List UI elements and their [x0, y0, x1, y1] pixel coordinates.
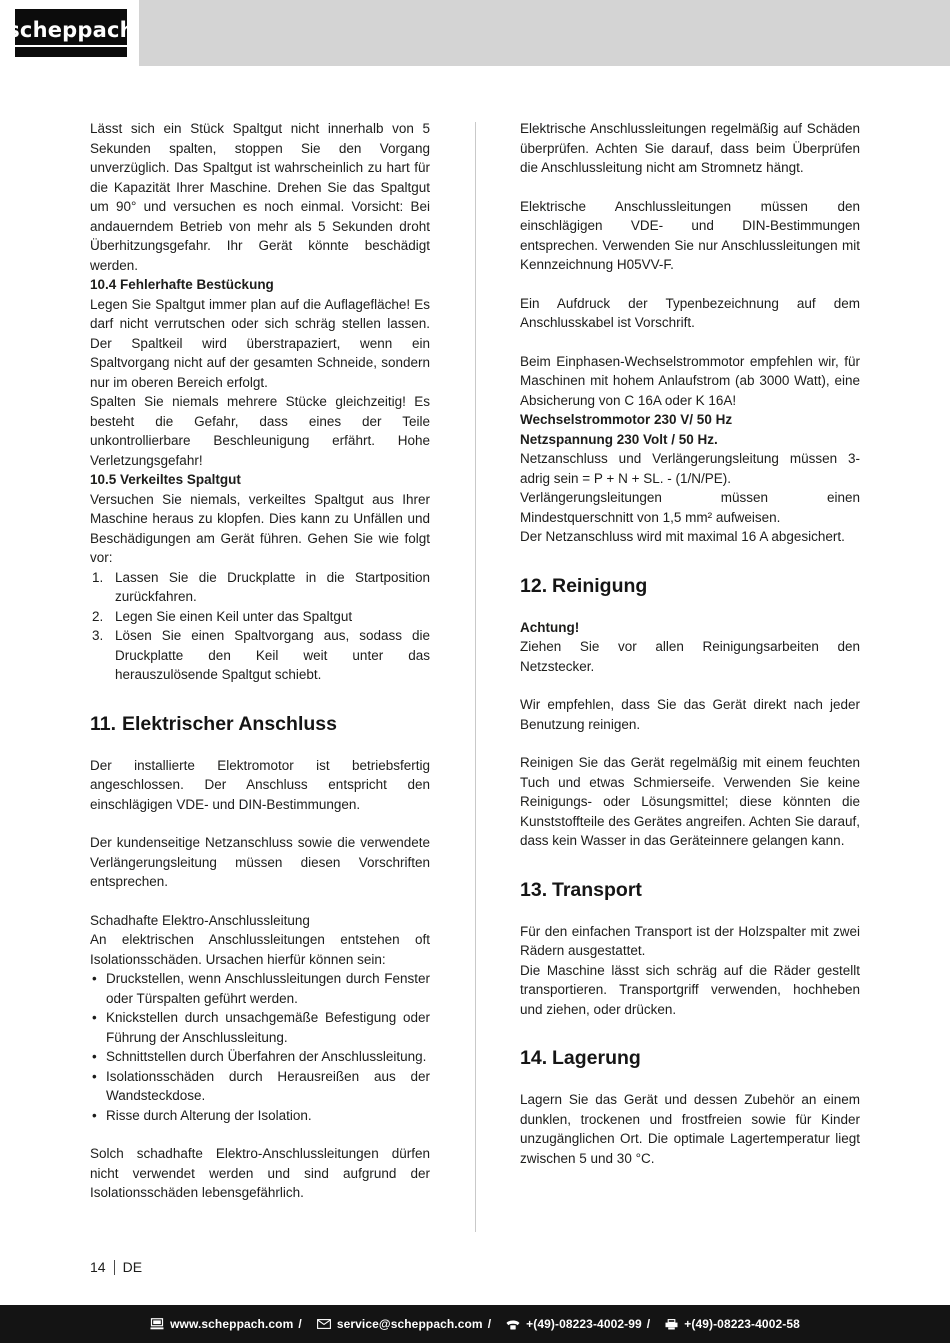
paragraph: An elektrischen Anschlussleitungen entstehen oft Isolationsschäden. Ursachen hierfür können sein: — [90, 932, 430, 967]
section-title: Lagerung — [552, 1047, 641, 1069]
section-number: 13. — [520, 878, 548, 901]
footer-contact-bar — [0, 1305, 950, 1343]
section-title: Transport — [552, 878, 642, 901]
header-gray-band — [139, 0, 950, 66]
paragraph: Der Netzanschluss wird mit maximal 16 A abgesichert. — [520, 529, 845, 544]
step-item: Legen Sie einen Keil unter das Spaltgut — [115, 608, 353, 624]
paragraph: Netzanschluss und Verlängerungsleitung müssen 3-adrig sein = P + N + SL. - (1/N/PE). — [520, 451, 860, 486]
paragraph: Beim Einphasen-Wechselstrommotor empfehlen wir, für Maschinen mit hohem Anlaufstrom (ab 3000 Watt), eine Absicherung von C 16A oder K 16A! — [520, 353, 860, 408]
footer-email: service@scheppach.com — [336, 1317, 483, 1331]
page-number-value: 14 — [90, 1259, 106, 1275]
paragraph: Für den einfachen Transport ist der Holzspalter mit zwei Rädern ausgestattet. — [520, 923, 860, 958]
paragraph: Legen Sie Spaltgut immer plan auf die Auflagefläche! Es darf nicht verrutschen oder sich schräg stellen lassen. Der Spaltkeil wird überstrapaziert, wenn ein Spaltvorgang nicht auf der gesamten Schneide, sondern nur im oberen Bereich erfolgt. — [90, 296, 430, 390]
footer-phone: +(49)-08223-4002-99 — [526, 1317, 642, 1331]
paragraph: Der kundenseitige Netzanschluss sowie die verwendete Verlängerungsleitung müssen diesen Vorschriften entsprechen. — [90, 835, 430, 889]
step-item: Lassen Sie die Druckplatte in die Startposition zurückfahren. — [115, 569, 430, 604]
bullet-item: • Druckstellen, wenn Anschlussleitungen durch Fenster oder Türspalten geführt werden. — [90, 969, 430, 1008]
paragraph: Elektrische Anschlussleitungen regelmäßig auf Schäden überprüfen. Achten Sie darauf, dass beim Überprüfen die Anschlussleitung nicht am Stromnetz hängt. — [520, 121, 860, 175]
section-title: Elektrischer Anschluss — [122, 712, 337, 735]
section-number: 12. — [520, 574, 548, 597]
section-title: Reinigung — [552, 574, 648, 597]
email-icon — [317, 1319, 331, 1329]
section-11-heading — [90, 713, 430, 736]
bullet-list — [90, 969, 430, 1125]
paragraph: Ziehen Sie vor allen Reinigungsarbeiten den Netzstecker. — [520, 639, 860, 674]
paragraph: Elektrische Anschlussleitungen müssen den einschlägigen VDE- und DIN-Bestimmungen entsprechen. Verwenden Sie nur Anschlussleitungen mit Kennzeichnung H05VV-F. — [520, 198, 860, 272]
numbered-steps — [90, 568, 430, 685]
language-code: DE — [122, 1259, 143, 1275]
section-number: 14. — [520, 1047, 548, 1069]
logo-wordmark: scheppach — [7, 20, 135, 47]
paragraph: Spalten Sie niemals mehrere Stücke gleichzeitig! Es besteht die Gefahr, dass eines der Teile unkontrollierbare Beschleunigung erfährt. Hohe Verletzungsgefahr! — [90, 394, 430, 468]
web-icon — [150, 1318, 164, 1330]
motor-spec-line: Netzspannung 230 Volt / 50 Hz. — [520, 431, 718, 447]
footer-separator: / — [298, 1317, 302, 1331]
paragraph-overload-warning: Lässt sich ein Stück Spaltgut nicht innerhalb von 5 Sekunden spalten, stoppen Sie den Vorgang unverzüglich. Das Spaltgut ist wahrscheinlich zu hart für die Kapazität Ihrer Maschine. Drehen Sie das Spaltgut um 90° und versuchen es noch einmal. Vorsicht: Bei andauerndem Betrieb von mehr als 5 Sekunden droht Überhitzungsgefahr. Ihr Gerät könnte beschädigt werden. — [90, 121, 430, 273]
bullet-item: • Knickstellen durch unsachgemäße Befestigung oder Führung der Anschlussleitung. — [90, 1008, 430, 1047]
scheppach-logo — [7, 9, 135, 57]
footer-separator: / — [646, 1317, 651, 1331]
left-column — [90, 119, 430, 1203]
bullet-item: • Risse durch Alterung der Isolation. — [90, 1106, 430, 1126]
page-number — [90, 1259, 142, 1275]
section-number: 11. — [90, 712, 117, 735]
paragraph: Reinigen Sie das Gerät regelmäßig mit einem feuchten Tuch und etwas Schmierseife. Verwenden Sie keine Reinigungs- oder Lösungsmittel; diese könnten die Kunststoffteile des Gerätes angreifen. Achten Sie darauf, dass kein Wasser in das Geräteinnere gelangen kann. — [520, 755, 860, 848]
column-divider — [475, 122, 476, 1232]
paragraph: Solch schadhafte Elektro-Anschlussleitungen dürfen nicht verwendet werden und sind aufgrund der Isolationsschäden lebensgefährlich. — [90, 1146, 430, 1200]
bullet-item: • Isolationsschäden durch Herausreißen aus der Wandsteckdose. — [90, 1067, 430, 1106]
footer-website: www.scheppach.com — [170, 1317, 294, 1331]
page-number-divider — [114, 1260, 115, 1275]
footer-separator: / — [487, 1317, 492, 1331]
section-13-heading — [520, 879, 860, 902]
paragraph: Der installierte Elektromotor ist betriebsfertig angeschlossen. Der Anschluss entspricht den einschlägigen VDE- und DIN-Bestimmungen. — [90, 757, 430, 812]
section-12-heading — [520, 575, 860, 598]
bullet-item: • Schnittstellen durch Überfahren der Anschlussleitung. — [90, 1047, 430, 1067]
paragraph: Ein Aufdruck der Typenbezeichnung auf dem Anschlusskabel ist Vorschrift. — [520, 295, 860, 330]
paragraph: Verlängerungsleitungen müssen einen Mindestquerschnitt von 1,5 mm² aufweisen. — [520, 490, 860, 525]
phone-icon — [506, 1319, 520, 1330]
warning-label: Achtung! — [520, 619, 580, 635]
paragraph: Die Maschine lässt sich schräg auf die Räder gestellt transportieren. Transportgriff verwenden, hochheben und ziehen, oder drücken. — [520, 962, 860, 1017]
paragraph: Lagern Sie das Gerät und dessen Zubehör an einem dunklen, trockenen und frostfreien sowie für Kinder unzugänglichen Ort. Die optimale Lagertemperatur liegt zwischen 5 und 30 °C. — [520, 1092, 860, 1166]
step-item: Lösen Sie einen Spaltvorgang aus, sodass die Druckplatte den Keil weit unter das herauszulösende Spaltgut schiebt. — [115, 628, 430, 682]
footer-fax: +(49)-08223-4002-58 — [684, 1317, 800, 1331]
paragraph-subtitle: Schadhafte Elektro-Anschlussleitung — [90, 912, 310, 928]
paragraph: Wir empfehlen, dass Sie das Gerät direkt nach jeder Benutzung reinigen. — [520, 697, 860, 732]
motor-spec-line: Wechselstrommotor 230 V/ 50 Hz — [520, 412, 733, 427]
fax-icon — [665, 1319, 678, 1330]
right-column — [520, 119, 860, 1168]
section-14-heading — [520, 1047, 860, 1070]
section-10-4-title: 10.4 Fehlerhafte Bestückung — [90, 277, 274, 292]
paragraph: Versuchen Sie niemals, verkeiltes Spaltgut aus Ihrer Maschine heraus zu klopfen. Dies kann zu Unfällen und Beschädigungen am Gerät führen. Gehen Sie wie folgt vor: — [90, 491, 430, 565]
section-10-5-title: 10.5 Verkeiltes Spaltgut — [90, 472, 241, 487]
